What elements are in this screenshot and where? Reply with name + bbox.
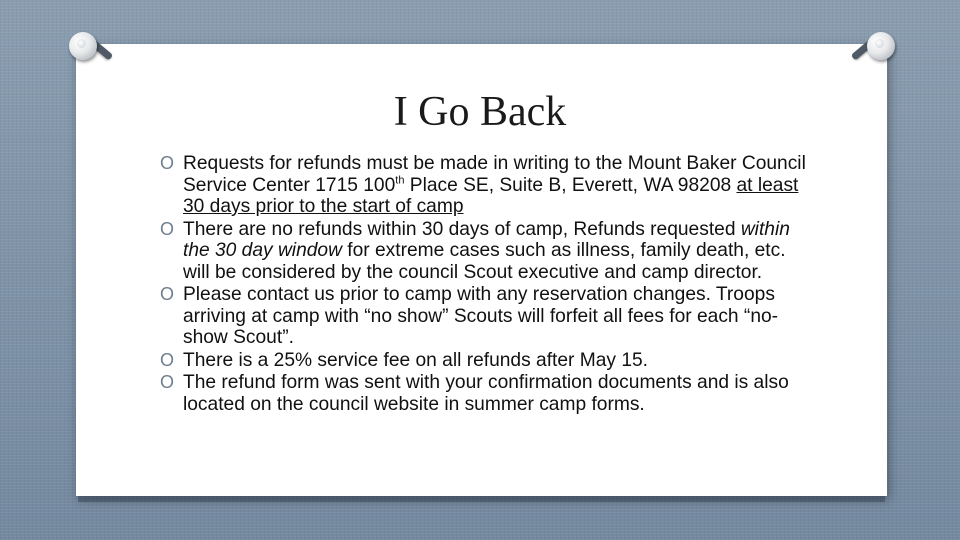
bullet-marker-icon: O — [160, 372, 175, 392]
bullet-text: There is a 25% service fee on all refunds after May 15. — [183, 349, 648, 371]
bullet-item — [160, 153, 810, 218]
bullet-marker-icon: O — [160, 218, 175, 239]
bullet-item — [160, 350, 810, 372]
bullet-marker-icon: O — [160, 153, 175, 173]
bullet-text: for extreme cases such as illness, family death, etc. will be considered by the council Scout executive and camp director. — [183, 240, 786, 283]
thumbtack-icon — [69, 32, 97, 60]
bullet-text: Please contact us prior to camp with any reservation changes. Troops arriving at camp with “no show” Scouts will forfeit all fees for each “no-show Scout”. — [183, 284, 779, 348]
underlined-text: at least 30 days prior to the start of camp — [183, 174, 799, 217]
bullet-text: Place SE, Suite B, Everett, WA 98208 — [404, 174, 737, 196]
bullet-text: The refund form was sent with your confirmation documents and is also located on the council website in summer camp forms. — [183, 372, 789, 415]
bullet-marker-icon: O — [160, 349, 175, 370]
slide-title: I Go Back — [393, 89, 567, 135]
thumbtack-icon — [867, 32, 895, 60]
bullet-item — [160, 372, 810, 415]
bullet-list — [160, 153, 810, 416]
ordinal-suffix: th — [395, 174, 405, 187]
bullet-item — [160, 219, 810, 284]
bullet-text: Requests for refunds must be made in writing to the Mount Baker Council Service Center 1715 100 — [183, 153, 806, 196]
bullet-item — [160, 284, 810, 349]
italic-text: within the 30 day window — [183, 218, 790, 261]
bullet-text: There are no refunds within 30 days of camp, Refunds requested — [183, 218, 741, 240]
bullet-marker-icon: O — [160, 284, 175, 304]
